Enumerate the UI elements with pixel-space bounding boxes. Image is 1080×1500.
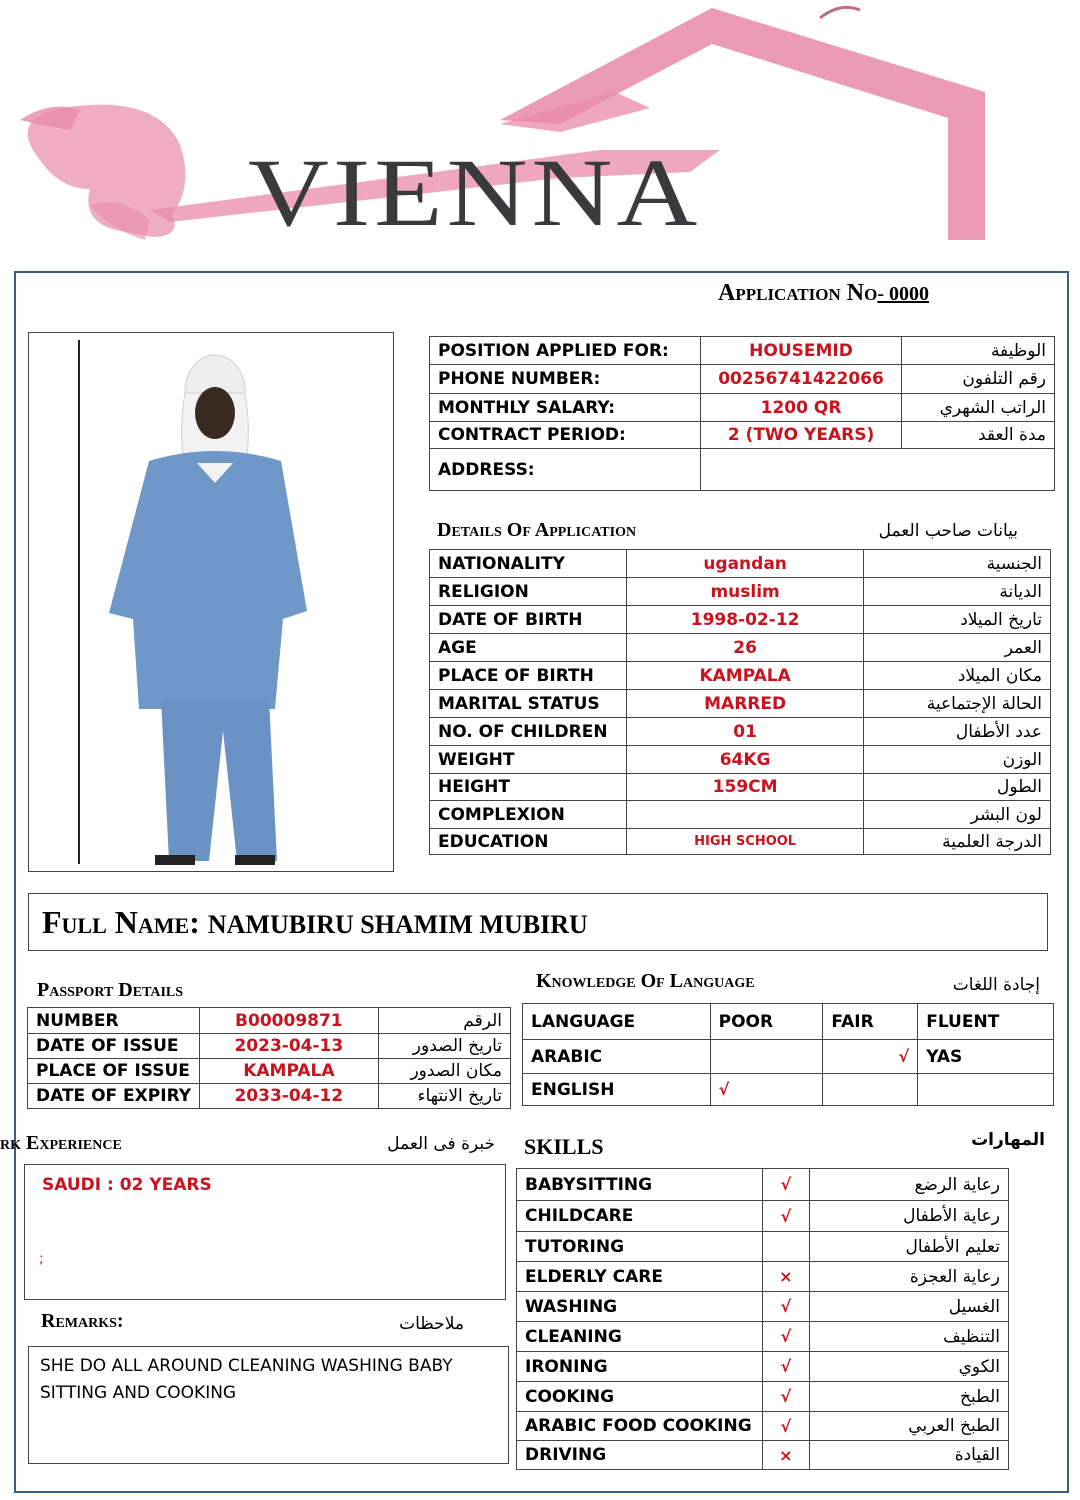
work-title: rk Experience xyxy=(0,1132,122,1154)
work-experience-box xyxy=(24,1164,506,1300)
table-row xyxy=(430,422,1055,449)
skill-tutoring: TUTORING xyxy=(517,1232,763,1262)
table-row xyxy=(430,394,1055,422)
skill-ironing-mark: √ xyxy=(762,1352,809,1382)
remarks-box xyxy=(28,1346,509,1464)
skill-arabic-food-cooking-arabic: الطبخ العربي xyxy=(809,1412,1008,1441)
complexion-value xyxy=(626,801,863,829)
education-arabic: الدرجة العلمية xyxy=(864,829,1051,855)
passport-number-label: NUMBER xyxy=(28,1008,200,1034)
marital-label: MARITAL STATUS xyxy=(430,690,627,718)
table-row xyxy=(517,1262,1009,1292)
details-table xyxy=(429,549,1051,855)
skill-washing: WASHING xyxy=(517,1292,763,1322)
skill-cooking: COOKING xyxy=(517,1382,763,1412)
expiry-date-arabic: تاريخ الانتهاء xyxy=(378,1084,510,1109)
table-row xyxy=(430,578,1051,606)
table-row xyxy=(517,1232,1009,1262)
table-row xyxy=(430,690,1051,718)
table-row xyxy=(517,1292,1009,1322)
passport-title: Passport Details xyxy=(37,979,184,1001)
table-row xyxy=(28,1034,511,1059)
col-language: LANGUAGE xyxy=(523,1004,711,1040)
skill-driving: DRIVING xyxy=(517,1441,763,1470)
issue-place-value: KAMPALA xyxy=(200,1059,379,1084)
table-row xyxy=(28,1008,511,1034)
education-label: EDUCATION xyxy=(430,829,627,855)
phone-value: 00256741422066 xyxy=(700,365,902,394)
skill-driving-mark: × xyxy=(762,1441,809,1470)
arabic-fluent: YAS xyxy=(918,1040,1054,1074)
weight-arabic: الوزن xyxy=(864,746,1051,774)
pob-value: KAMPALA xyxy=(626,662,863,690)
photo-divider xyxy=(78,340,80,864)
nationality-arabic: الجنسية xyxy=(864,550,1051,578)
salary-value: 1200 QR xyxy=(700,394,902,422)
children-label: NO. OF CHILDREN xyxy=(430,718,627,746)
arabic-fair: √ xyxy=(823,1040,918,1074)
skills-title-arabic: المهارات xyxy=(971,1130,1045,1150)
salary-arabic: الراتب الشهري xyxy=(902,394,1055,422)
children-value: 01 xyxy=(626,718,863,746)
skill-cleaning: CLEANING xyxy=(517,1322,763,1352)
table-row xyxy=(430,634,1051,662)
skill-cooking-arabic: الطبخ xyxy=(809,1382,1008,1412)
nationality-label: NATIONALITY xyxy=(430,550,627,578)
table-row xyxy=(517,1352,1009,1382)
col-poor: POOR xyxy=(710,1004,823,1040)
table-row xyxy=(430,365,1055,394)
skill-babysitting: BABYSITTING xyxy=(517,1169,763,1201)
remarks-line-2: SITTING AND COOKING xyxy=(40,1383,237,1403)
marital-arabic: الحالة الإجتماعية xyxy=(864,690,1051,718)
language-title: Knowledge Of Language xyxy=(536,970,755,992)
skill-washing-mark: √ xyxy=(762,1292,809,1322)
table-row xyxy=(430,550,1051,578)
work-entry: SAUDI : 02 YEARS xyxy=(42,1175,212,1195)
skill-babysitting-mark: √ xyxy=(762,1169,809,1201)
top-info-table xyxy=(429,336,1055,491)
dob-value: 1998-02-12 xyxy=(626,606,863,634)
skill-childcare: CHILDCARE xyxy=(517,1201,763,1232)
passport-number-arabic: الرقم xyxy=(378,1008,510,1034)
application-number: Application No- 0000 xyxy=(718,280,930,306)
children-arabic: عدد الأطفال xyxy=(864,718,1051,746)
company-logo xyxy=(0,0,1080,262)
table-row xyxy=(430,718,1051,746)
religion-label: RELIGION xyxy=(430,578,627,606)
table-row xyxy=(430,449,1055,491)
issue-date-value: 2023-04-13 xyxy=(200,1034,379,1059)
passport-table xyxy=(27,1007,511,1109)
skill-ironing: IRONING xyxy=(517,1352,763,1382)
table-row xyxy=(430,801,1051,829)
skill-childcare-arabic: رعاية الأطفال xyxy=(809,1201,1008,1232)
address-value xyxy=(700,449,1054,491)
skill-tutoring-arabic: تعليم الأطفال xyxy=(809,1232,1008,1262)
pob-arabic: مكان الميلاد xyxy=(864,662,1051,690)
work-extra: ; xyxy=(39,1251,44,1267)
skill-tutoring-mark xyxy=(762,1232,809,1262)
complexion-label: COMPLEXION xyxy=(430,801,627,829)
full-name-value: NAMUBIRU SHAMIM MUBIRU xyxy=(207,910,588,939)
english-fair xyxy=(823,1074,918,1106)
table-row xyxy=(430,774,1051,801)
table-row xyxy=(523,1004,1054,1040)
phone-arabic: رقم التلفون xyxy=(902,365,1055,394)
table-row xyxy=(430,829,1051,855)
skill-arabic-food-cooking: ARABIC FOOD COOKING xyxy=(517,1412,763,1441)
remarks-line-1: SHE DO ALL AROUND CLEANING WASHING BABY xyxy=(40,1356,453,1376)
full-name-box xyxy=(28,893,1048,951)
issue-place-label: PLACE OF ISSUE xyxy=(28,1059,200,1084)
salary-label: MONTHLY SALARY: xyxy=(430,394,701,422)
weight-label: WEIGHT xyxy=(430,746,627,774)
expiry-date-value: 2033-04-12 xyxy=(200,1084,379,1109)
language-title-arabic: إجادة اللغات xyxy=(952,975,1040,995)
skills-table xyxy=(516,1168,1009,1470)
table-row xyxy=(517,1169,1009,1201)
issue-date-label: DATE OF ISSUE xyxy=(28,1034,200,1059)
contract-value: 2 (TWO YEARS) xyxy=(700,422,902,449)
table-row xyxy=(523,1074,1054,1106)
table-row xyxy=(28,1059,511,1084)
nationality-value: ugandan xyxy=(626,550,863,578)
dob-arabic: تاريخ الميلاد xyxy=(864,606,1051,634)
skill-cleaning-mark: √ xyxy=(762,1322,809,1352)
marital-value: MARRED xyxy=(626,690,863,718)
skill-babysitting-arabic: رعاية الرضع xyxy=(809,1169,1008,1201)
height-label: HEIGHT xyxy=(430,774,627,801)
details-title-arabic: بيانات صاحب العمل xyxy=(878,521,1018,541)
remarks-title: Remarks: xyxy=(41,1310,124,1332)
table-row xyxy=(517,1382,1009,1412)
position-label: POSITION APPLIED FOR: xyxy=(430,337,701,365)
col-fluent: FLUENT xyxy=(918,1004,1054,1040)
table-row xyxy=(28,1084,511,1109)
remarks-title-arabic: ملاحظات xyxy=(399,1314,464,1334)
skill-ironing-arabic: الكوي xyxy=(809,1352,1008,1382)
language-table xyxy=(522,1003,1054,1106)
skill-elderly-care: ELDERLY CARE xyxy=(517,1262,763,1292)
skill-washing-arabic: الغسيل xyxy=(809,1292,1008,1322)
height-value: 159CM xyxy=(626,774,863,801)
passport-number-value: B00009871 xyxy=(200,1008,379,1034)
contract-arabic: مدة العقد xyxy=(902,422,1055,449)
age-arabic: العمر xyxy=(864,634,1051,662)
table-row xyxy=(517,1322,1009,1352)
full-name: Full Name: NAMUBIRU SHAMIM MUBIRU xyxy=(42,904,588,940)
col-fair: FAIR xyxy=(823,1004,918,1040)
details-title: Details Of Application xyxy=(437,519,637,541)
english-poor: √ xyxy=(710,1074,823,1106)
table-row xyxy=(517,1441,1009,1470)
english-fluent xyxy=(918,1074,1054,1106)
skills-title: SKILLS xyxy=(524,1134,604,1159)
table-row xyxy=(517,1412,1009,1441)
religion-value: muslim xyxy=(626,578,863,606)
dob-label: DATE OF BIRTH xyxy=(430,606,627,634)
pob-label: PLACE OF BIRTH xyxy=(430,662,627,690)
expiry-date-label: DATE OF EXPIRY xyxy=(28,1084,200,1109)
skill-driving-arabic: القيادة xyxy=(809,1441,1008,1470)
address-label: ADDRESS: xyxy=(430,449,701,491)
skill-arabic-food-cooking-mark: √ xyxy=(762,1412,809,1441)
candidate-photo xyxy=(28,332,394,872)
issue-date-arabic: تاريخ الصدور xyxy=(378,1034,510,1059)
table-row xyxy=(430,337,1055,365)
skill-cleaning-arabic: التنظيف xyxy=(809,1322,1008,1352)
age-label: AGE xyxy=(430,634,627,662)
issue-place-arabic: مكان الصدور xyxy=(378,1059,510,1084)
phone-label: PHONE NUMBER: xyxy=(430,365,701,394)
table-row xyxy=(430,746,1051,774)
weight-value: 64KG xyxy=(626,746,863,774)
arabic-poor xyxy=(710,1040,823,1074)
language-arabic: ARABIC xyxy=(523,1040,711,1074)
skill-childcare-mark: √ xyxy=(762,1201,809,1232)
skill-elderly-care-mark: × xyxy=(762,1262,809,1292)
table-row xyxy=(430,606,1051,634)
work-title-arabic: خبرة فى العمل xyxy=(387,1134,495,1154)
height-arabic: الطول xyxy=(864,774,1051,801)
brand-name: VIENNA xyxy=(248,139,702,247)
language-english: ENGLISH xyxy=(523,1074,711,1106)
religion-arabic: الديانة xyxy=(864,578,1051,606)
table-row xyxy=(523,1040,1054,1074)
position-value: HOUSEMID xyxy=(700,337,902,365)
education-value: HIGH SCHOOL xyxy=(626,829,863,855)
contract-label: CONTRACT PERIOD: xyxy=(430,422,701,449)
complexion-arabic: لون البشر xyxy=(864,801,1051,829)
table-row xyxy=(517,1201,1009,1232)
table-row xyxy=(430,662,1051,690)
skill-elderly-care-arabic: رعاية العجزة xyxy=(809,1262,1008,1292)
position-arabic: الوظيفة xyxy=(902,337,1055,365)
candidate-figure xyxy=(29,333,395,873)
age-value: 26 xyxy=(626,634,863,662)
skill-cooking-mark: √ xyxy=(762,1382,809,1412)
